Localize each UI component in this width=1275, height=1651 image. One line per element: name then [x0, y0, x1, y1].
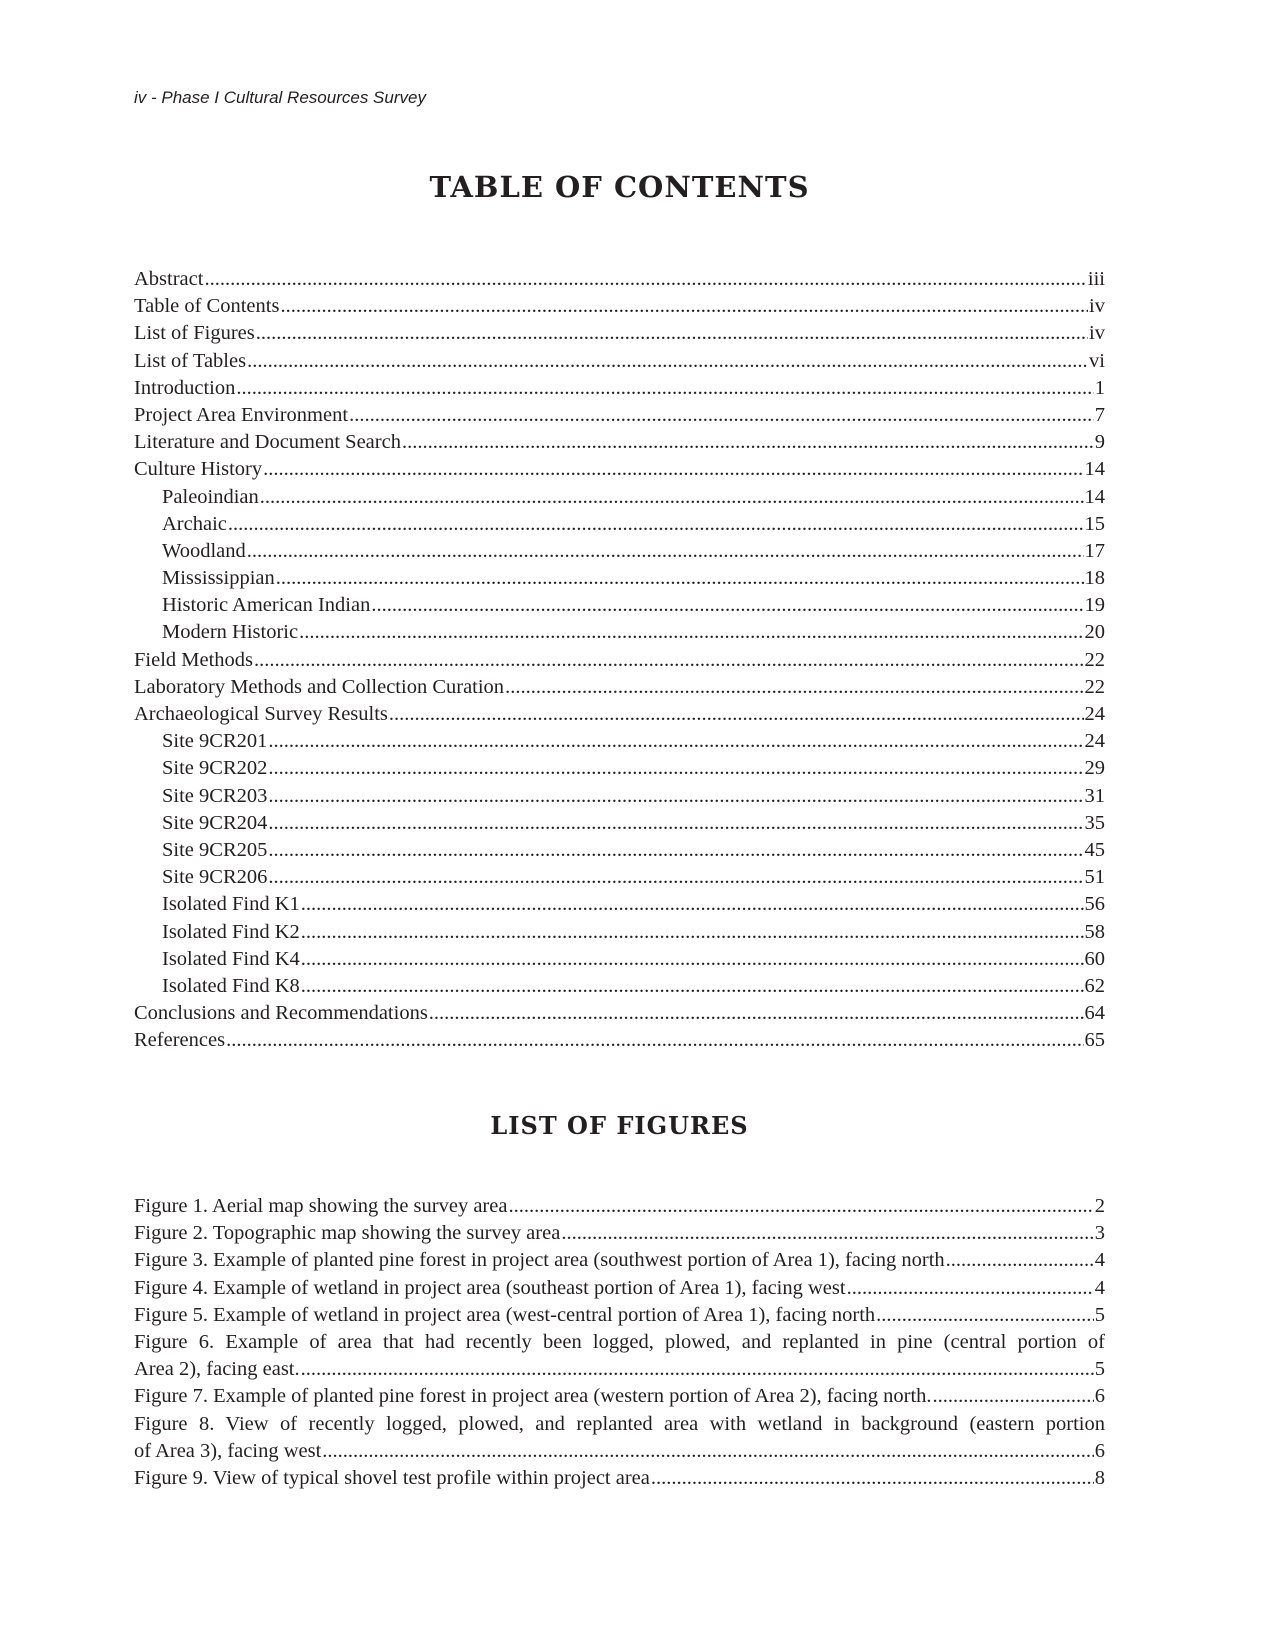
dot-leader	[299, 619, 1083, 646]
toc-entry-page: 17	[1084, 539, 1105, 562]
toc-entry-page: 22	[1084, 675, 1105, 698]
toc-subentry[interactable]	[134, 619, 1105, 646]
toc-entry-label: Paleoindian	[162, 485, 259, 508]
toc-subentry[interactable]	[134, 592, 1105, 619]
figure-entry-page: 5	[1094, 1303, 1105, 1326]
toc-entry-page: 1	[1094, 376, 1105, 399]
toc-entry-label: Abstract	[134, 268, 204, 290]
toc-heading: TABLE OF CONTENTS	[429, 170, 810, 204]
toc-entry-page: 29	[1084, 757, 1105, 780]
dot-leader	[371, 592, 1083, 619]
dot-leader	[651, 1465, 1094, 1492]
toc-entry-page: iii	[1087, 268, 1105, 290]
figure-entry-label: Figure 1. Aerial map showing the survey area	[134, 1195, 508, 1217]
toc-entry-label: Isolated Find K1	[162, 893, 300, 916]
figure-entry[interactable]	[134, 1302, 1105, 1329]
dot-leader	[268, 864, 1083, 891]
toc-entry-label: Mississippian	[162, 567, 275, 590]
toc-entry-label: Culture History	[134, 458, 263, 481]
dot-leader	[402, 429, 1094, 456]
toc-entry[interactable]	[134, 293, 1105, 320]
dot-leader	[226, 1027, 1083, 1054]
toc-subentry[interactable]	[134, 511, 1105, 538]
toc-entry[interactable]	[134, 402, 1105, 429]
dot-leader	[236, 375, 1093, 402]
dot-leader	[247, 538, 1084, 565]
toc-entry-label: List of Tables	[134, 349, 247, 372]
toc-entry-label: Site 9CR202	[162, 757, 268, 780]
dot-leader	[204, 266, 1086, 293]
toc-entry-label: Conclusions and Recommendations	[134, 1002, 428, 1025]
dot-leader	[268, 783, 1083, 810]
dot-leader	[561, 1220, 1093, 1247]
dot-leader	[933, 1383, 1094, 1410]
toc-entry-page: 24	[1084, 730, 1105, 753]
dot-leader	[301, 1356, 1094, 1383]
toc-subentry[interactable]	[134, 973, 1105, 1000]
figure-entry-page: 4	[1094, 1249, 1105, 1272]
toc-subentry[interactable]	[134, 946, 1105, 973]
dot-leader	[247, 348, 1088, 375]
toc-entry-label: Modern Historic	[162, 621, 299, 644]
figure-entry-label: Figure 7. Example of planted pine forest in project area (western portion of Area 2), facing north.	[134, 1385, 932, 1408]
toc-entry-page: 56	[1084, 893, 1105, 916]
dot-leader	[256, 320, 1088, 347]
toc-entry-page: 60	[1084, 947, 1105, 970]
dot-leader	[268, 837, 1083, 864]
figure-entry-page: 8	[1094, 1466, 1105, 1489]
toc-entry[interactable]	[134, 320, 1105, 347]
toc-entry[interactable]	[134, 647, 1105, 674]
toc-entry-page: 19	[1084, 594, 1105, 617]
toc-entry-label: Laboratory Methods and Collection Curation	[134, 675, 505, 698]
toc-entry-label: Archaeological Survey Results	[134, 703, 388, 725]
toc-entry-label: Table of Contents	[134, 295, 280, 318]
dot-leader	[946, 1247, 1094, 1274]
toc-entry-label: Site 9CR203	[162, 784, 268, 807]
figure-entry-page: 5	[1094, 1358, 1105, 1381]
toc-entry[interactable]	[134, 674, 1105, 701]
toc-entry-label: Project Area Environment	[134, 403, 349, 426]
toc-entry-page: iv	[1089, 322, 1105, 345]
figure-entry-page: 6	[1094, 1439, 1105, 1462]
toc-entry-label: Isolated Find K8	[162, 974, 300, 997]
dot-leader	[263, 456, 1083, 483]
toc-entry-page: 45	[1084, 838, 1105, 861]
figure-entry-label: Area 2), facing east.	[134, 1358, 300, 1381]
toc-entry-page: 64	[1084, 1002, 1105, 1025]
toc-entry-page: 65	[1084, 1029, 1105, 1052]
toc-subentry[interactable]	[134, 565, 1105, 592]
toc-entry[interactable]	[134, 1000, 1105, 1027]
lof-list	[134, 1193, 1105, 1492]
toc-entry-page: 7	[1094, 403, 1105, 426]
toc-entry-page: 31	[1084, 784, 1105, 807]
toc-entry-page: 22	[1084, 648, 1105, 671]
toc-entry[interactable]	[134, 348, 1105, 375]
toc-entry-page: vi	[1089, 349, 1105, 372]
figure-entry-page: 2	[1094, 1195, 1105, 1217]
toc-list	[134, 266, 1105, 1054]
dot-leader	[847, 1275, 1094, 1302]
toc-entry-page: 20	[1084, 621, 1105, 644]
toc-entry-page: iv	[1089, 295, 1105, 318]
toc-subentry[interactable]	[134, 810, 1105, 837]
toc-subentry[interactable]	[134, 837, 1105, 864]
toc-subentry[interactable]	[134, 783, 1105, 810]
figure-entry[interactable]	[134, 1247, 1105, 1274]
toc-entry-page: 14	[1084, 458, 1105, 481]
toc-entry[interactable]	[134, 266, 1105, 293]
toc-entry-label: Historic American Indian	[162, 594, 371, 617]
toc-entry-page: 15	[1084, 512, 1105, 535]
toc-entry-label: Site 9CR201	[162, 730, 268, 753]
toc-entry[interactable]	[134, 1027, 1105, 1054]
dot-leader	[301, 919, 1084, 946]
figure-entry-first-line[interactable]: Figure 6. Example of area that had recently been logged, plowed, and replanted in pine (central portion of	[134, 1330, 1105, 1353]
toc-entry-page: 24	[1084, 703, 1105, 725]
toc-entry[interactable]	[134, 429, 1105, 456]
figure-entry[interactable]	[134, 1193, 1105, 1220]
figure-entry-label: of Area 3), facing west	[134, 1439, 322, 1462]
dot-leader	[349, 402, 1094, 429]
dot-leader	[876, 1302, 1094, 1329]
dot-leader	[268, 728, 1083, 755]
dot-leader	[301, 946, 1084, 973]
toc-entry-label: Site 9CR204	[162, 811, 268, 834]
dot-leader	[228, 511, 1084, 538]
figure-entry-page: 6	[1094, 1385, 1105, 1408]
toc-entry-label: Literature and Document Search	[134, 431, 401, 454]
toc-entry-page: 9	[1094, 431, 1105, 454]
toc-entry-label: Woodland	[162, 539, 246, 562]
toc-entry-page: 58	[1084, 920, 1105, 943]
figure-entry-first-line[interactable]: Figure 8. View of recently logged, plowed, and replanted area with wetland in background (eastern portion	[134, 1412, 1105, 1435]
figure-entry-label: Figure 2. Topographic map showing the survey area	[134, 1222, 561, 1245]
toc-entry-label: Site 9CR205	[162, 838, 268, 861]
toc-subentry[interactable]	[134, 538, 1105, 565]
toc-entry-label: Site 9CR206	[162, 866, 268, 889]
toc-entry-page: 14	[1084, 485, 1105, 508]
toc-entry-page: 51	[1084, 866, 1105, 889]
figure-entry-page: 3	[1094, 1222, 1105, 1245]
toc-subentry[interactable]	[134, 891, 1105, 918]
dot-leader	[280, 293, 1088, 320]
figure-entry-label: Figure 4. Example of wetland in project area (southeast portion of Area 1), facing west	[134, 1276, 846, 1299]
dot-leader	[429, 1000, 1084, 1027]
toc-entry-page: 62	[1084, 974, 1105, 997]
toc-entry[interactable]	[134, 701, 1105, 728]
toc-subentry[interactable]	[134, 864, 1105, 891]
figure-entry[interactable]	[134, 1356, 1105, 1383]
figure-entry[interactable]	[134, 1383, 1105, 1410]
toc-entry[interactable]	[134, 375, 1105, 402]
toc-subentry[interactable]	[134, 484, 1105, 511]
dot-leader	[301, 891, 1084, 918]
lof-heading: LIST OF FIGURES	[490, 1111, 749, 1140]
figure-entry[interactable]	[134, 1220, 1105, 1247]
figure-entry[interactable]	[134, 1438, 1105, 1465]
toc-entry-label: References	[134, 1029, 226, 1052]
toc-entry-label: Isolated Find K2	[162, 920, 300, 943]
figure-entry[interactable]	[134, 1465, 1105, 1492]
toc-subentry[interactable]	[134, 919, 1105, 946]
toc-subentry[interactable]	[134, 755, 1105, 782]
dot-leader	[260, 484, 1084, 511]
dot-leader	[508, 1193, 1093, 1220]
figure-entry-label: Figure 3. Example of planted pine forest in project area (southwest portion of Area 1), facing north	[134, 1249, 945, 1272]
figure-entry[interactable]	[134, 1275, 1105, 1302]
toc-entry-label: Introduction	[134, 376, 236, 399]
figure-entry-label: Figure 5. Example of wetland in project area (west-central portion of Area 1), facing north	[134, 1303, 876, 1326]
dot-leader	[389, 701, 1084, 728]
dot-leader	[254, 647, 1083, 674]
toc-entry-page: 18	[1084, 567, 1105, 590]
toc-entry-label: List of Figures	[134, 322, 255, 345]
toc-entry-page: 35	[1084, 811, 1105, 834]
document-page	[134, 0, 1105, 1651]
dot-leader	[268, 755, 1083, 782]
dot-leader	[505, 674, 1083, 701]
dot-leader	[276, 565, 1084, 592]
figure-entry-page: 4	[1094, 1276, 1105, 1299]
dot-leader	[301, 973, 1084, 1000]
toc-entry-label: Archaic	[162, 512, 227, 535]
toc-entry[interactable]	[134, 456, 1105, 483]
toc-entry-label: Isolated Find K4	[162, 947, 300, 970]
running-header: iv - Phase I Cultural Resources Survey	[134, 88, 426, 107]
dot-leader	[322, 1438, 1093, 1465]
dot-leader	[268, 810, 1083, 837]
figure-entry-label: Figure 9. View of typical shovel test profile within project area	[134, 1466, 650, 1489]
toc-subentry[interactable]	[134, 728, 1105, 755]
toc-entry-label: Field Methods	[134, 648, 254, 671]
